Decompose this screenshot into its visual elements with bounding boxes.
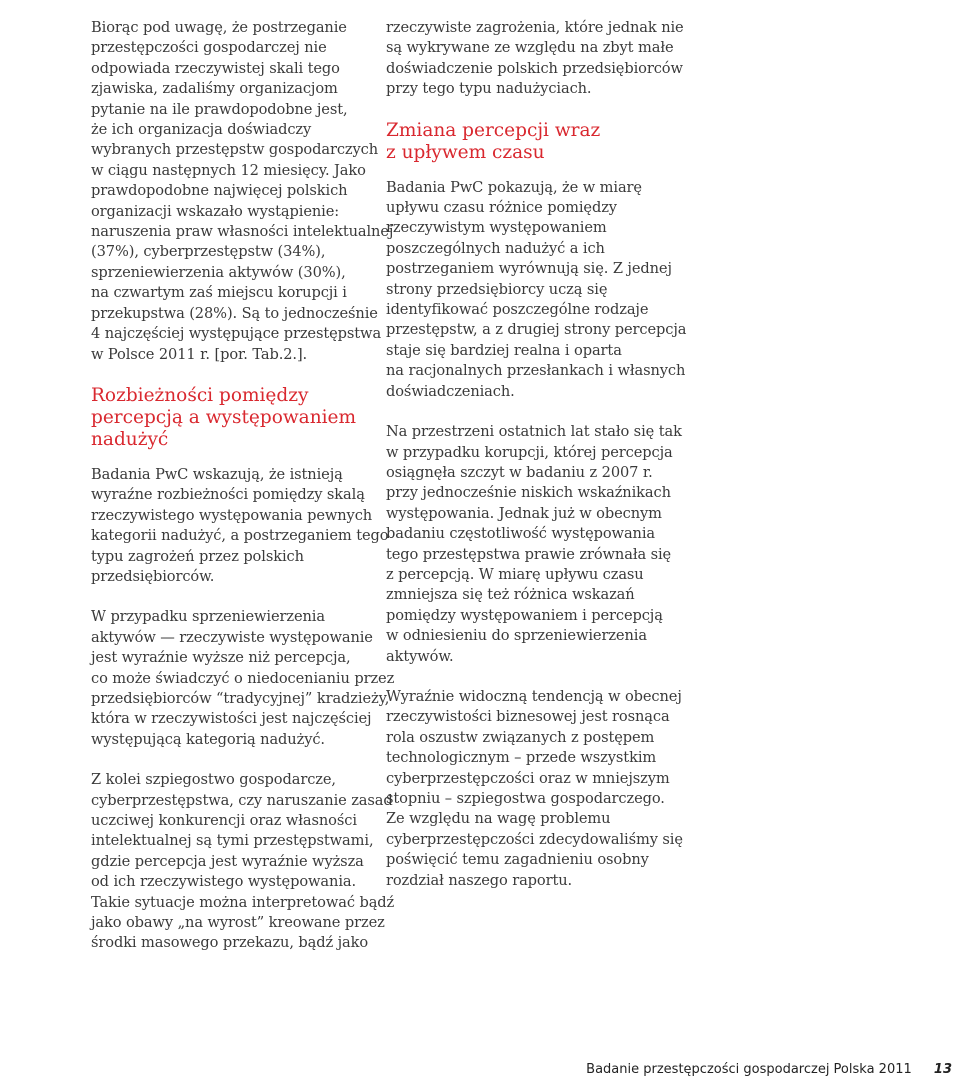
text-line: poszczególnych nadużyć a ich <box>386 239 605 257</box>
right-paragraph-1 <box>386 18 684 100</box>
text-line: identyfikować poszczególne rodzaje <box>386 301 649 319</box>
text-line: zjawiska, zadaliśmy organizacjom <box>91 80 338 98</box>
text-line: organizacji wskazało wystąpienie: <box>91 202 340 220</box>
text-line: sprzeniewierzenia aktywów (30%), <box>91 263 346 281</box>
text-line: stopniu – szpiegostwa gospodarczego. <box>386 790 665 807</box>
left-paragraph-3 <box>91 607 395 750</box>
text-line: wybranych przestępstw gospodarczych <box>91 141 379 159</box>
text-line: technologicznym – przede wszystkim <box>386 749 657 767</box>
text-line: typu zagrożeń przez polskich <box>91 547 304 565</box>
text-line: że ich organizacja doświadczy <box>91 121 312 139</box>
page-number: 13 <box>933 1062 952 1077</box>
text-line: rzeczywistości biznesowej jest rosnąca <box>386 708 670 726</box>
text-line: doświadczeniach. <box>386 382 515 400</box>
text-line: rzeczywistym występowaniem <box>386 219 607 237</box>
footer-publication-title: Badanie przestępczości gospodarczej Polska 2011 <box>586 1062 912 1077</box>
text-line: z upływem czasu <box>386 141 545 163</box>
text-line: rzeczywiste zagrożenia, które jednak nie <box>386 19 684 36</box>
text-line: przedsiębiorców “tradycyjnej” kradzieży, <box>91 689 390 707</box>
text-line: przy tego typu nadużyciach. <box>386 80 592 98</box>
text-line: w Polsce 2011 r. [por. Tab.2.]. <box>91 345 308 363</box>
right-paragraph-3 <box>386 422 682 667</box>
text-line: co może świadczyć o niedocenianiu przez <box>91 669 395 687</box>
text-line: z percepcją. W miarę upływu czasu <box>386 565 644 583</box>
text-line: na racjonalnych przesłankach i własnych <box>386 362 686 380</box>
text-line: cyberprzestępczości zdecydowaliśmy się <box>386 830 683 848</box>
right-column <box>386 18 687 911</box>
text-line: Rozbieżności pomiędzy <box>91 384 309 406</box>
text-line: jako obawy „na wyrost” kreowane przez <box>91 914 385 932</box>
text-line: cyberprzestępstwa, czy naruszanie zasad <box>91 791 393 809</box>
text-line: kategorii nadużyć, a postrzeganiem tego <box>91 527 389 545</box>
text-line: naruszenia praw własności intelektualnej <box>91 223 394 241</box>
text-line: odpowiada rzeczywistej skali tego <box>91 59 340 77</box>
text-line: przestępstw, a z drugiej strony percepcja <box>386 321 687 339</box>
text-line: występowania. Jednak już w obecnym <box>386 504 662 522</box>
text-line: są wykrywane ze względu na zbyt małe <box>386 39 674 57</box>
text-line: od ich rzeczywistego występowania. <box>91 873 357 891</box>
text-line: aktywów. <box>386 647 454 665</box>
text-line: pomiędzy występowaniem i percepcją <box>386 606 663 624</box>
text-line: Zmiana percepcji wraz <box>386 119 601 141</box>
text-line: uczciwej konkurencji oraz własności <box>91 812 357 829</box>
text-line: jest wyraźnie wyższe niż percepcja, <box>91 649 351 667</box>
text-line: strony przedsiębiorcy uczą się <box>386 280 608 298</box>
text-line: Badania PwC pokazują, że w miarę <box>386 178 642 196</box>
text-line: Takie sytuacje można interpretować bądź <box>91 893 395 911</box>
text-line: w przypadku korupcji, której percepcja <box>386 443 673 461</box>
text-line: badaniu częstotliwość występowania <box>386 525 656 543</box>
text-line: rola oszustw związanych z postępem <box>386 728 655 746</box>
right-paragraph-4 <box>386 687 683 891</box>
text-line: staje się bardziej realna i oparta <box>386 341 622 359</box>
right-paragraph-2 <box>386 178 687 402</box>
left-column <box>91 18 395 974</box>
text-line: upływu czasu różnice pomiędzy <box>386 199 617 217</box>
left-heading-discrepancies <box>91 385 376 451</box>
text-line: intelektualnej są tymi przestępstwami, <box>91 832 374 850</box>
left-paragraph-1 <box>91 18 394 365</box>
text-line: wyraźne rozbieżności pomiędzy skalą <box>91 486 365 504</box>
text-line: 4 najczęściej występujące przestępstwa <box>91 325 382 343</box>
text-line: Na przestrzeni ostatnich lat stało się tak <box>386 423 682 441</box>
text-line: rozdział naszego raportu. <box>386 871 573 889</box>
text-line: Wyraźnie widoczną tendencją w obecnej <box>386 687 682 705</box>
text-line: (37%), cyberprzestępstw (34%), <box>91 243 326 261</box>
text-line: zmniejsza się też różnica wskazań <box>386 586 635 604</box>
text-line: osiągnęła szczyt w badaniu z 2007 r. <box>386 463 653 481</box>
text-line: Z kolei szpiegostwo gospodarcze, <box>91 771 336 789</box>
text-line: percepcją a występowaniem <box>91 406 357 428</box>
text-line: środki masowego przekazu, bądź jako <box>91 934 369 952</box>
text-line: rzeczywistego występowania pewnych <box>91 506 373 524</box>
text-line: pytanie na ile prawdopodobne jest, <box>91 100 348 118</box>
text-line: Badania PwC wskazują, że istnieją <box>91 465 343 483</box>
text-line: w odniesieniu do sprzeniewierzenia <box>386 627 647 645</box>
text-line: występującą kategorią nadużyć. <box>91 730 325 748</box>
text-line: tego przestępstwa prawie zrównała się <box>386 545 672 563</box>
text-line: na czwartym zaś miejscu korupcji i <box>91 284 347 302</box>
text-line: prawdopodobne najwięcej polskich <box>91 182 348 200</box>
right-heading-perception-change <box>386 120 671 164</box>
text-line: Biorąc pod uwagę, że postrzeganie <box>91 19 347 36</box>
text-line: która w rzeczywistości jest najczęściej <box>91 710 372 728</box>
left-paragraph-4 <box>91 770 395 954</box>
text-line: przestępczości gospodarczej nie <box>91 39 327 57</box>
text-line: w ciągu następnych 12 miesięcy. Jako <box>91 161 366 179</box>
page-footer <box>586 1062 952 1077</box>
text-line: doświadczenie polskich przedsiębiorców <box>386 59 683 77</box>
text-line: przekupstwa (28%). Są to jednocześnie <box>91 304 378 322</box>
text-line: Ze względu na wagę problemu <box>386 810 611 828</box>
text-line: przy jednocześnie niskich wskaźnikach <box>386 484 671 502</box>
text-line: W przypadku sprzeniewierzenia <box>91 608 325 626</box>
text-line: przedsiębiorców. <box>91 567 215 585</box>
text-line: poświęcić temu zagadnieniu osobny <box>386 851 649 869</box>
text-line: gdzie percepcja jest wyraźnie wyższa <box>91 852 364 870</box>
left-paragraph-2 <box>91 465 389 587</box>
text-line: aktywów — rzeczywiste występowanie <box>91 628 373 646</box>
text-line: postrzeganiem wyrównują się. Z jednej <box>386 260 672 278</box>
text-line: cyberprzestępczości oraz w mniejszym <box>386 769 670 787</box>
text-line: nadużyć <box>91 428 169 450</box>
